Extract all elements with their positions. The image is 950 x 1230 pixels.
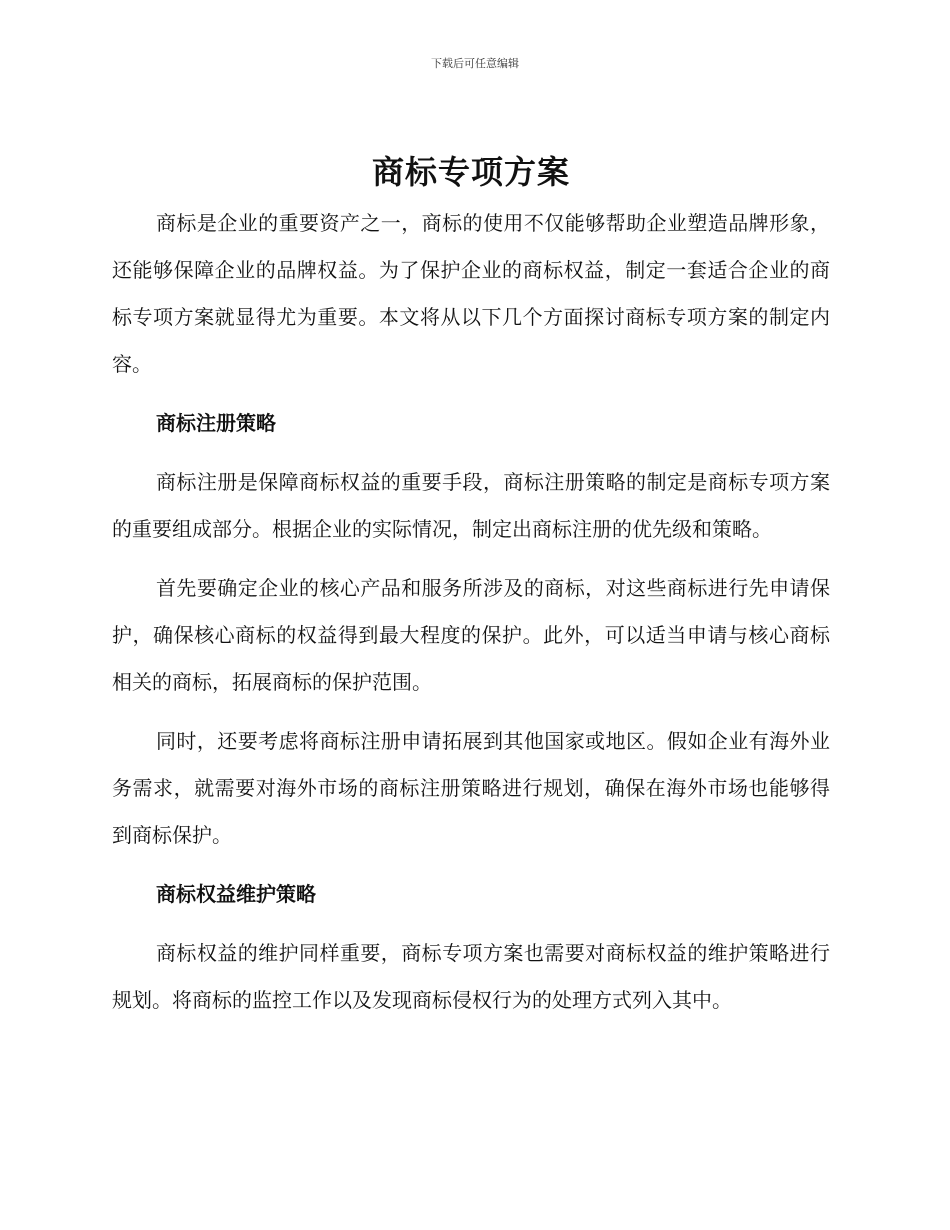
registration-paragraph-1: 商标注册是保障商标权益的重要手段，商标注册策略的制定是商标专项方案的重要组成部分。根据企业的实际情况，制定出商标注册的优先级和策略。 — [112, 470, 830, 541]
maintenance-paragraph-1: 商标权益的维护同样重要，商标专项方案也需要对商标权益的维护策略进行规划。将商标的监控工作以及发现商标侵权行为的处理方式列入其中。 — [112, 941, 830, 1012]
document-title: 商标专项方案 — [371, 153, 570, 191]
section-heading-maintenance: 商标权益维护策略 — [156, 882, 316, 906]
registration-paragraph-3: 同时，还要考虑将商标注册申请拓展到其他国家或地区。假如企业有海外业务需求，就需要对海外市场的商标注册策略进行规划，确保在海外市场也能够得到商标保护。 — [112, 729, 830, 847]
header-note: 下载后可任意编辑 — [431, 57, 519, 70]
intro-paragraph: 商标是企业的重要资产之一，商标的使用不仅能够帮助企业塑造品牌形象，还能够保障企业的品牌权益。为了保护企业的商标权益，制定一套适合企业的商标专项方案就显得尤为重要。本文将从以下几个方面探讨商标专项方案的制定内容。 — [112, 211, 830, 376]
registration-paragraph-2: 首先要确定企业的核心产品和服务所涉及的商标，对这些商标进行先申请保护，确保核心商标的权益得到最大程度的保护。此外，可以适当申请与核心商标相关的商标，拓展商标的保护范围。 — [112, 576, 830, 694]
section-heading-registration: 商标注册策略 — [156, 411, 276, 435]
document-body — [112, 148, 830, 1036]
